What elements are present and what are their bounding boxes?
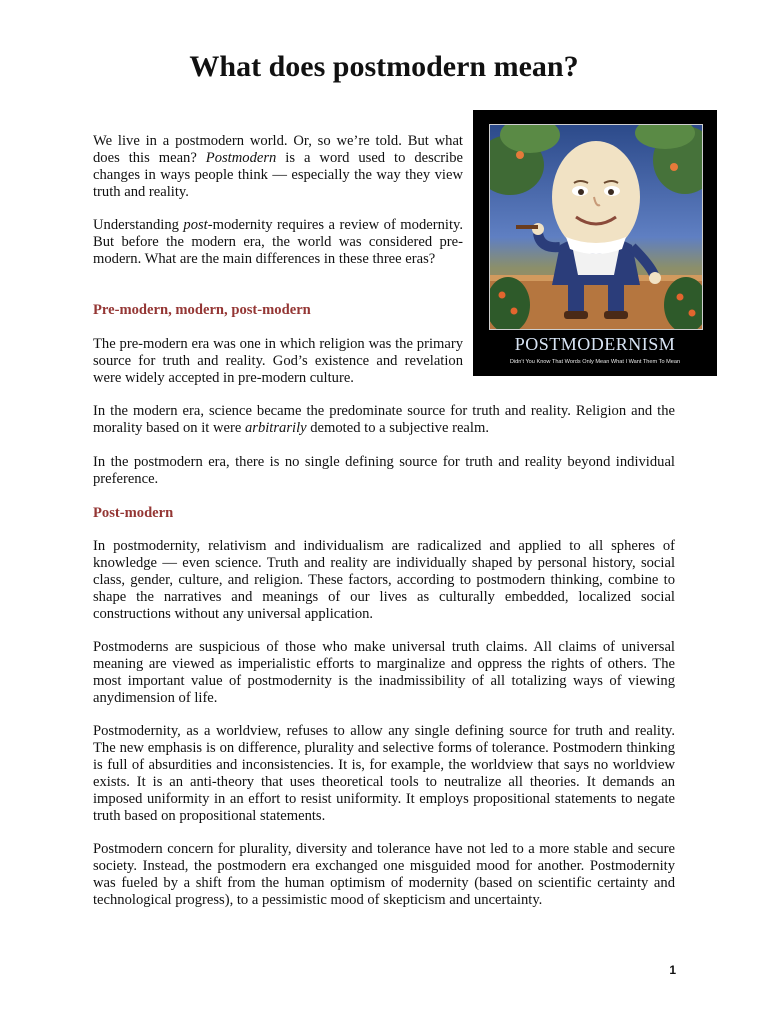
poster-title: POSTMODERNISM: [514, 334, 676, 354]
intro-paragraph-1: [93, 133, 463, 201]
page-title: What does postmodern mean?: [189, 50, 579, 83]
intro-p2-text-b: -modernity requires a review of modernity. But before the modern era, the world was considered pre-modern. What are the main differences in these three eras?: [93, 217, 463, 267]
intro-p2-emphasis: post: [183, 217, 208, 233]
intro-p1-text-b: is a word used to describe changes in ways people think — especially the way they view truth and reality.: [93, 150, 463, 200]
section-heading-postmodern: Post-modern: [93, 505, 174, 521]
intro-p1-text-a: We live in a postmodern world. Or, so we’re told. But what does this mean?: [93, 133, 463, 166]
modern-emphasis: arbitrarily: [244, 420, 307, 436]
postmodern-paragraph-1: In postmodernity, relativism and individualism are radicalized and applied to all spheres of knowledge — even science. Truth and reality are individually shaped by personal history, social class, gender, culture, and religion. These factors, according to postmodern thinking, combine to shape the narratives and meanings of our lives as culturally embedded, localized social constructions without any universal application.: [93, 538, 675, 622]
modern-text-b: demoted to a subjective realm.: [306, 420, 489, 436]
page-number: 1: [669, 963, 676, 977]
postmodern-paragraph-4: Postmodern concern for plurality, diversity and tolerance have not led to a more stable and secure society. Instead, the postmodern era exchanged one misguided mood for another. Postmodernity was fueled by a shift from the human optimism of modernity (based on scientific certainty and technological progress), to a pessimistic mood of skepticism and uncertainty.: [93, 841, 675, 908]
postmodern-paragraph-2: Postmoderns are suspicious of those who make universal truth claims. All claims of universal meaning are viewed as imperialistic efforts to marginalize and oppress the rights of others. The most important value of postmodernity is the inadmissibility of all totalizing ways of viewing anydimension of life.: [93, 639, 675, 706]
modern-paragraph: [93, 403, 675, 437]
intro-p1-emphasis: Postmodern: [205, 150, 277, 166]
poster-artwork: [490, 125, 702, 329]
intro-p2-text-a: Understanding: [93, 217, 184, 233]
intro-paragraph-2: [93, 217, 463, 268]
modern-text-a: In the modern era, science became the predominate source for truth and reality. Religion and the morality based on it were: [93, 403, 675, 436]
premodern-paragraph: The pre-modern era was one in which religion was the primary source for truth and reality. God’s existence and revelation were widely accepted in pre-modern culture.: [93, 336, 463, 386]
section-heading-premodern: Pre-modern, modern, post-modern: [93, 302, 311, 318]
postmodernism-poster: [473, 110, 717, 376]
poster-caption: Didn't You Know That Words Only Mean What I Want Them To Mean: [509, 359, 681, 365]
humpty-dumpty-illustration: [489, 124, 703, 330]
postmodern-paragraph-3: Postmodernity, as a worldview, refuses to allow any single defining source for truth and reality. The new emphasis is on difference, plurality and selective forms of tolerance. Postmodern thinking is full of absurdities and inconsistencies. It is, for example, the worldview that says no worldview exists. It is an anti-theory that uses theoretical tools to neutralize all theories. It demands an imposed uniformity in an effort to resist uniformity. It employs propositional statements to negate truth based on propositional statements.: [93, 723, 675, 824]
postmodern-era-paragraph: In the postmodern era, there is no single defining source for truth and reality beyond individual preference.: [93, 454, 675, 487]
